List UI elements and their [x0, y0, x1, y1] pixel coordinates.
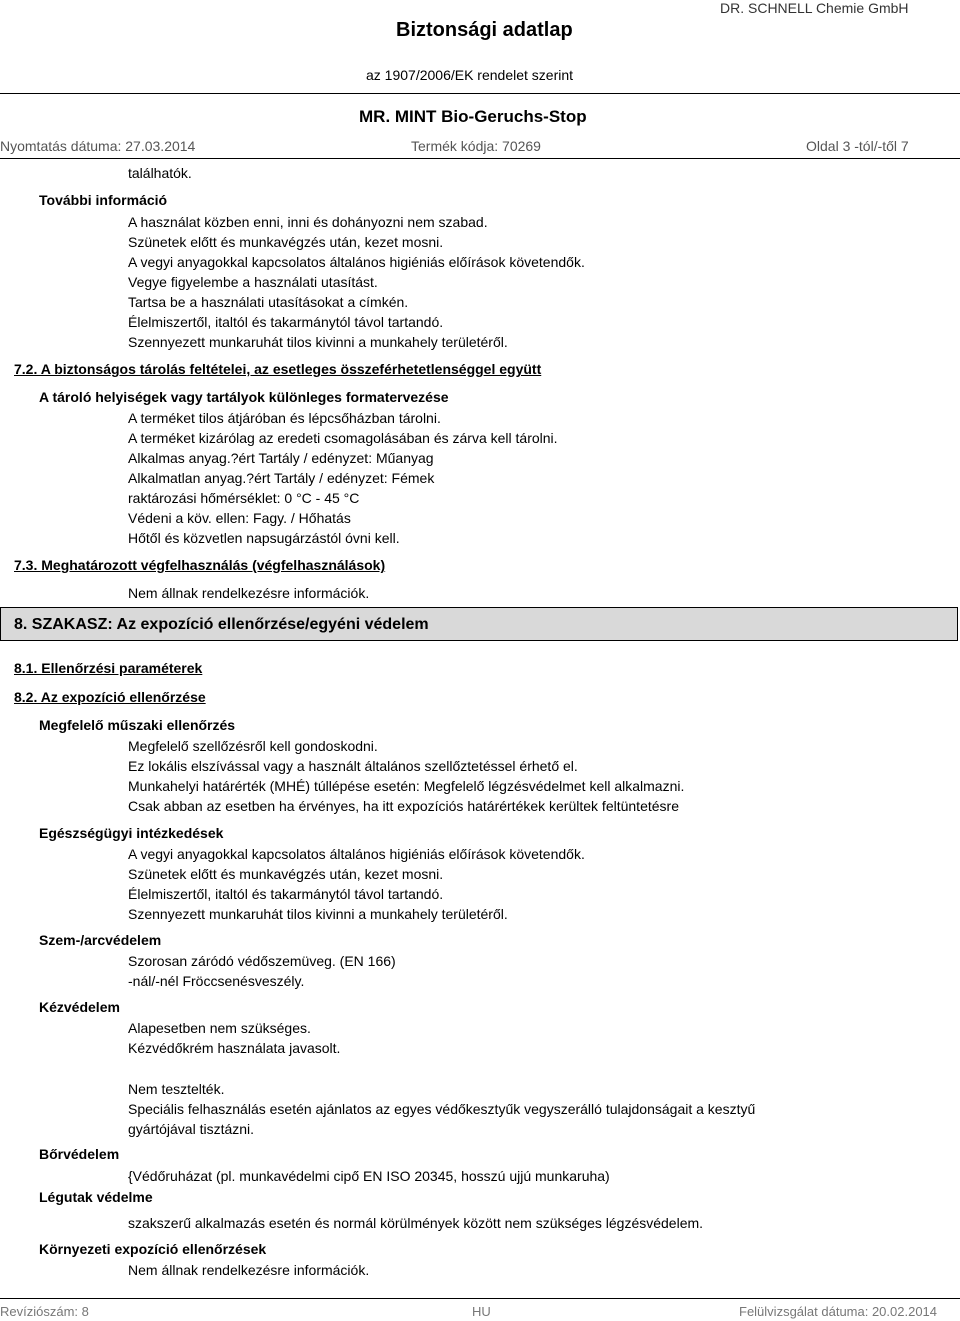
further-info-line: A vegyi anyagokkal kapcsolatos általános higiéniás előírások követendők. — [128, 254, 585, 270]
hygiene-heading: Egészségügyi intézkedések — [39, 825, 224, 841]
page-number: Oldal 3 -tól/-től 7 — [806, 138, 909, 154]
storage-line: Alkalmatlan anyag.?ért Tartály / edényzet: Fémek — [128, 470, 435, 486]
section-8-title: 8. SZAKASZ: Az expozíció ellenőrzése/egyéni védelem — [14, 616, 429, 633]
hand-protection-line: gyártójával tisztázni. — [128, 1121, 255, 1137]
hand-protection-line: Alapesetben nem szükséges. — [128, 1020, 311, 1036]
eye-protection-line: -nál/-nél Fröccsenésveszély. — [128, 973, 305, 989]
further-info-line: Vegye figyelembe a használati utasítást. — [128, 274, 378, 290]
hand-protection-line: Kézvédőkrém használata javasolt. — [128, 1040, 341, 1056]
respiratory-protection-line: szakszerű alkalmazás esetén és normál körülmények között nem szükséges légzésvédelem. — [128, 1215, 704, 1231]
further-info-heading: További információ — [39, 192, 168, 208]
eye-protection-line: Szorosan záródó védőszemüveg. (EN 166) — [128, 953, 396, 969]
technical-control-heading: Megfelelő műszaki ellenőrzés — [39, 717, 236, 733]
hygiene-line: Élelmiszertől, italtól és takarmánytól távol tartandó. — [128, 886, 444, 902]
respiratory-protection-heading: Légutak védelme — [39, 1189, 153, 1205]
further-info-line: Szennyezett munkaruhát tilos kivinni a munkahely területéről. — [128, 334, 508, 350]
continuation-text: találhatók. — [128, 165, 192, 181]
hand-protection-line: Nem tesztelték. — [128, 1081, 225, 1097]
header-rule-bottom — [0, 158, 960, 159]
storage-line: raktározási hőmérséklet: 0 °C - 45 °C — [128, 490, 360, 506]
company-name: DR. SCHNELL Chemie GmbH — [720, 0, 909, 16]
language-code: HU — [472, 1304, 491, 1319]
storage-line: Alkalmas anyag.?ért Tartály / edényzet: Műanyag — [128, 450, 434, 466]
print-date: Nyomtatás dátuma: 27.03.2014 — [0, 138, 196, 154]
hygiene-line: Szünetek előtt és munkavégzés után, kezet mosni. — [128, 866, 444, 882]
product-name: MR. MINT Bio-Geruchs-Stop — [359, 107, 587, 126]
section-8-2-heading: 8.2. Az expozíció ellenőrzése — [14, 689, 206, 705]
eye-protection-heading: Szem-/arcvédelem — [39, 932, 162, 948]
further-info-line: Szünetek előtt és munkavégzés után, kezet mosni. — [128, 234, 444, 250]
technical-control-line: Ez lokális elszívással vagy a használt általános szellőztetéssel érhető el. — [128, 758, 578, 774]
hand-protection-line: Speciális felhasználás esetén ajánlatos az egyes védőkesztyűk vegyszerálló tulajdonságait a kesztyű — [128, 1101, 756, 1117]
hand-protection-heading: Kézvédelem — [39, 999, 120, 1015]
further-info-line: A használat közben enni, inni és dohányozni nem szabad. — [128, 214, 488, 230]
hygiene-line: Szennyezett munkaruhát tilos kivinni a munkahely területéről. — [128, 906, 508, 922]
storage-line: Védeni a köv. ellen: Fagy. / Hőhatás — [128, 510, 351, 526]
section-7-3-text: Nem állnak rendelkezésre információk. — [128, 585, 370, 601]
footer-rule — [0, 1298, 960, 1299]
storage-line: A terméket tilos átjáróban és lépcsőházban tárolni. — [128, 410, 441, 426]
section-8-banner — [0, 607, 958, 641]
skin-protection-heading: Bőrvédelem — [39, 1146, 120, 1162]
hygiene-line: A vegyi anyagokkal kapcsolatos általános higiéniás előírások követendők. — [128, 846, 585, 862]
section-8-1-heading: 8.1. Ellenőrzési paraméterek — [14, 660, 203, 676]
environmental-exposure-line: Nem állnak rendelkezésre információk. — [128, 1262, 370, 1278]
skin-protection-line: {Védőruházat (pl. munkavédelmi cipő EN ISO 20345, hosszú ujjú munkaruha) — [128, 1168, 610, 1184]
technical-control-line: Megfelelő szellőzésről kell gondoskodni. — [128, 738, 378, 754]
header-rule-top — [0, 93, 960, 94]
storage-design-heading: A tároló helyiségek vagy tartályok különleges formatervezése — [39, 389, 449, 405]
regulation-line: az 1907/2006/EK rendelet szerint — [366, 67, 574, 83]
document-title: Biztonsági adatlap — [396, 19, 573, 41]
further-info-line: Tartsa be a használati utasításokat a címkén. — [128, 294, 409, 310]
storage-line: A terméket kizárólag az eredeti csomagolásában és zárva kell tárolni. — [128, 430, 558, 446]
storage-line: Hőtől és közvetlen napsugárzástól óvni kell. — [128, 530, 400, 546]
revision-number: Revíziószám: 8 — [0, 1304, 89, 1319]
technical-control-line: Munkahelyi határérték (MHÉ) túllépése esetén: Megfelelő légzésvédelmet kell alkalmazni. — [128, 778, 685, 794]
section-7-2-heading: 7.2. A biztonságos tárolás feltételei, az esetleges összeférhetetlenséggel együtt — [14, 361, 542, 377]
section-7-3-heading: 7.3. Meghatározott végfelhasználás (végfelhasználások) — [14, 557, 386, 573]
further-info-line: Élelmiszertől, italtól és takarmánytól távol tartandó. — [128, 314, 444, 330]
review-date: Felülvizsgálat dátuma: 20.02.2014 — [739, 1304, 938, 1319]
product-code: Termék kódja: 70269 — [411, 138, 541, 154]
environmental-exposure-heading: Környezeti expozíció ellenőrzések — [39, 1241, 267, 1257]
technical-control-line: Csak abban az esetben ha érvényes, ha itt expozíciós határértékek kerültek feltüntetésre — [128, 798, 679, 814]
